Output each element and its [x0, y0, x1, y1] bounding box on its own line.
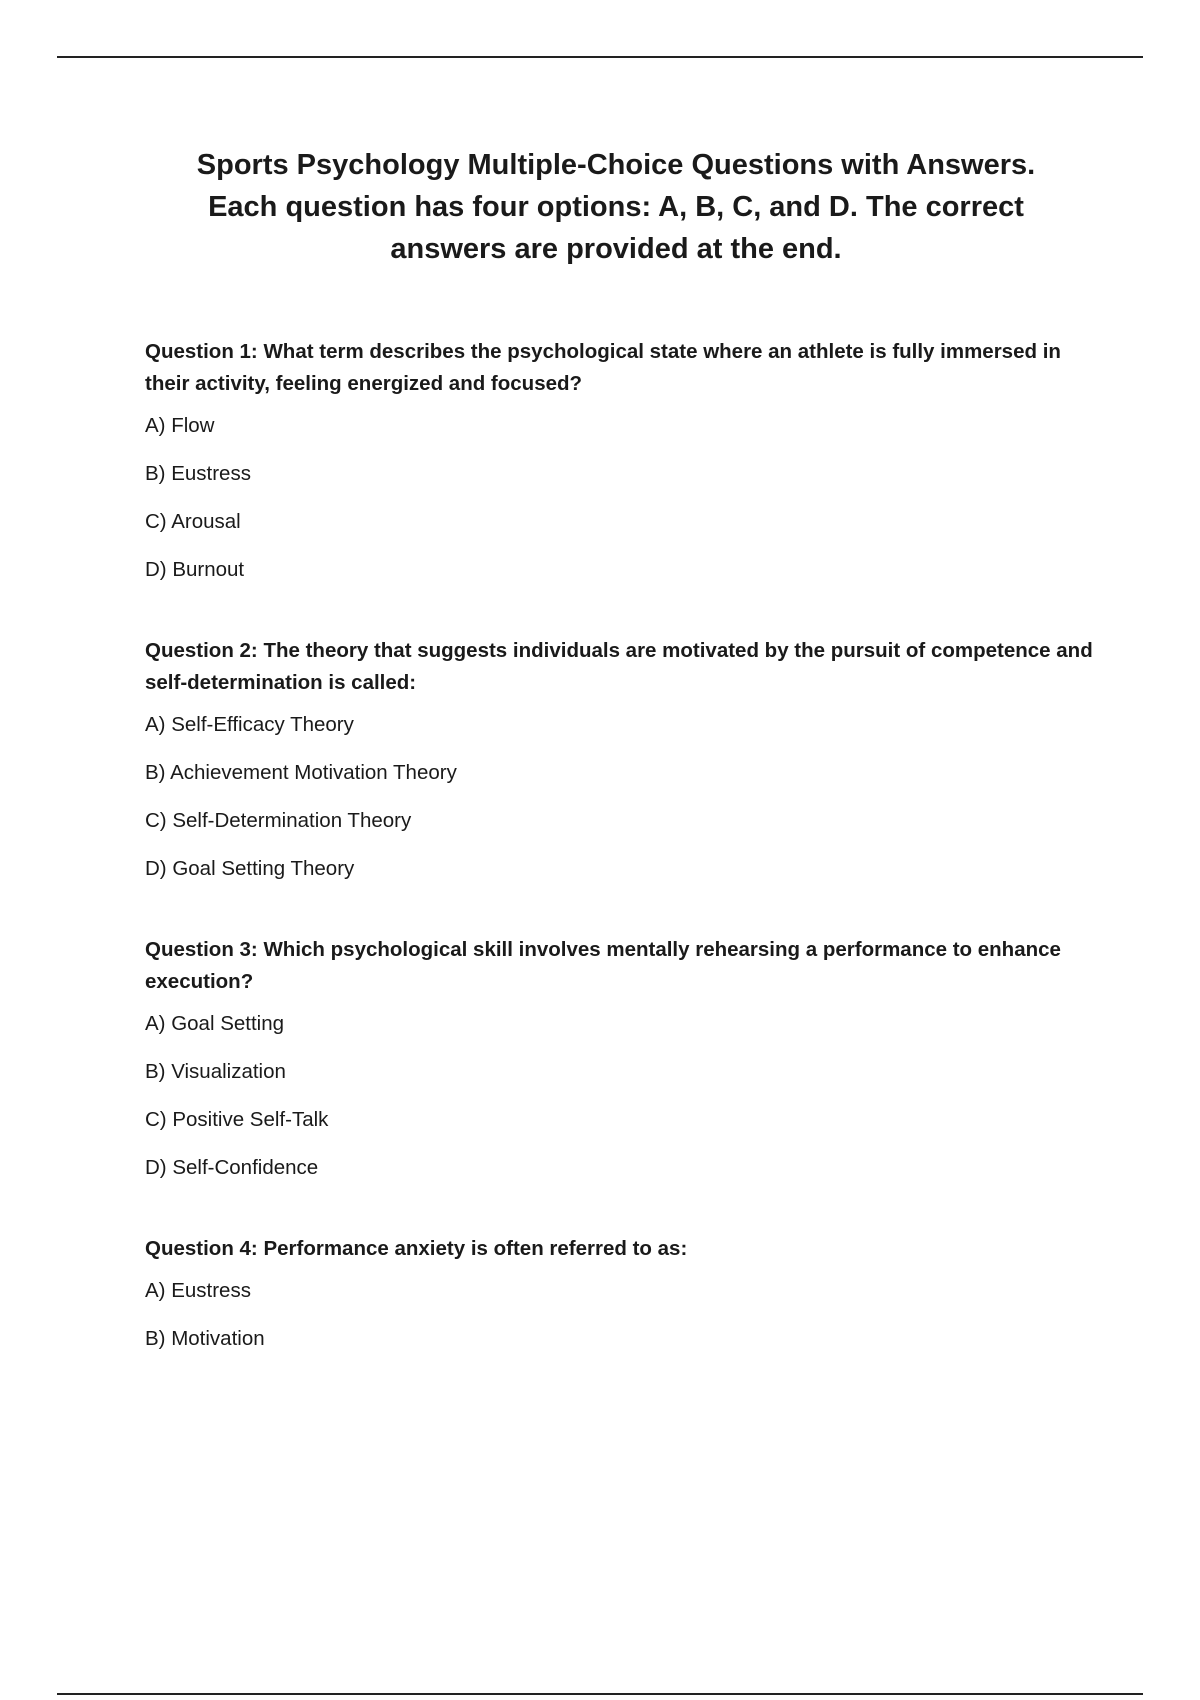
question-text: Question 4: Performance anxiety is often referred to as: — [145, 1237, 688, 1260]
question-3 — [145, 934, 1095, 1181]
option-b: B) Achievement Motivation Theory — [145, 761, 457, 784]
option-a: A) Flow — [145, 414, 215, 437]
option-d: D) Goal Setting Theory — [145, 857, 355, 880]
option-c: C) Positive Self-Talk — [145, 1108, 329, 1131]
question-2 — [145, 635, 1095, 882]
question-4 — [145, 1233, 1095, 1352]
question-text: Question 2: The theory that suggests individuals are motivated by the pursuit of competence and self-determination is called: — [145, 639, 1093, 694]
option-c: C) Self-Determination Theory — [145, 809, 412, 832]
top-rule — [57, 56, 1143, 58]
option-c: C) Arousal — [145, 510, 241, 533]
option-b: B) Visualization — [145, 1060, 286, 1083]
option-a: A) Goal Setting — [145, 1012, 285, 1035]
option-a: A) Self-Efficacy Theory — [145, 713, 354, 736]
option-b: B) Motivation — [145, 1327, 265, 1350]
option-d: D) Burnout — [145, 558, 245, 581]
question-text: Question 3: Which psychological skill involves mentally rehearsing a performance to enhance execution? — [145, 938, 1061, 993]
question-1 — [145, 336, 1095, 583]
option-b: B) Eustress — [145, 462, 251, 485]
bottom-rule — [57, 1693, 1143, 1695]
option-d: D) Self-Confidence — [145, 1156, 319, 1179]
question-text: Question 1: What term describes the psychological state where an athlete is fully immersed in their activity, feeling energized and focused? — [145, 340, 1061, 395]
document-title: Sports Psychology Multiple-Choice Questions with Answers. Each question has four options: A, B, C, and D. The correct answers are provided at the end. — [196, 149, 1036, 265]
questions-list — [145, 336, 1095, 1404]
option-a: A) Eustress — [145, 1279, 251, 1302]
